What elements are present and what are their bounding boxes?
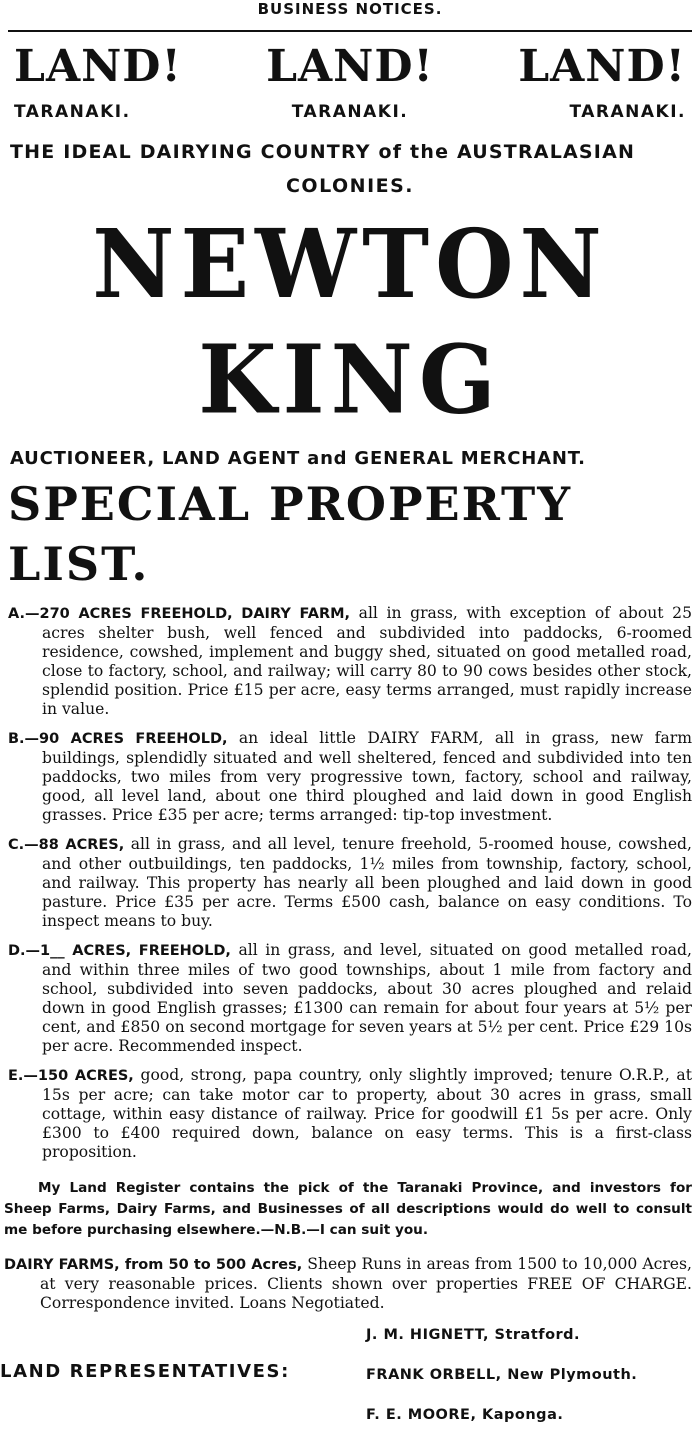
representatives-label: LAND REPRESENTATIVES: bbox=[0, 1361, 290, 1382]
list-title: SPECIAL PROPERTY LIST. bbox=[8, 477, 573, 591]
section-header: BUSINESS NOTICES. bbox=[257, 0, 443, 18]
listing-d-lead: D.—1__ ACRES, FREEHOLD, bbox=[8, 943, 231, 959]
agent-name: NEWTON KING bbox=[92, 208, 608, 436]
listing-b bbox=[0, 729, 700, 825]
land-headline-right: LAND! bbox=[518, 41, 686, 92]
listing-b-lead: B.—90 ACRES FREEHOLD, bbox=[8, 731, 228, 747]
agent-title: AUCTIONEER, LAND AGENT and GENERAL MERCHANT. bbox=[10, 448, 586, 469]
land-headline-left: LAND! bbox=[14, 41, 182, 92]
region-left: TARANAKI. bbox=[14, 102, 131, 122]
representative-orbell: FRANK ORBELL, New Plymouth. bbox=[366, 1367, 638, 1383]
ideal-tagline: THE IDEAL DAIRYING COUNTRY of the AUSTRALASIAN bbox=[10, 141, 636, 163]
listing-a-body: all in grass, with exception of about 25 acres shelter bush, well fenced and subdivided into paddocks, 6-roomed residence, cowshed, implement and buggy shed, situated on good metalled road, close to factory, school, and railway; will carry 80 to 90 cows besides other stock, splendid position. Price £15 per acre, easy terms arranged, must rapidly increase in value. bbox=[42, 604, 692, 718]
listing-c-body: all in grass, and all level, tenure freehold, 5-roomed house, cowshed, and other outbuildings, ten paddocks, 1½ miles from township, factory, school, and railway. This property has nearly all been ploughed and laid down in good pasture. Price £35 per acre. Terms £500 cash, balance on easy conditions. To inspect means to buy. bbox=[42, 835, 692, 930]
land-register-note: My Land Register contains the pick of the Taranaki Province, and investors for Sheep Farms, Dairy Farms, and Businesses of all descriptions would do well to consult me before purchasing elsewhere.—N.B.—I can suit you. bbox=[4, 1180, 692, 1238]
region-right: TARANAKI. bbox=[569, 102, 686, 122]
listing-d bbox=[0, 941, 700, 1056]
region-row bbox=[0, 92, 700, 132]
dairy-farms-lead: DAIRY FARMS, from 50 to 500 Acres, bbox=[4, 1257, 303, 1273]
ideal-tagline-cont: COLONIES. bbox=[285, 175, 415, 197]
land-headline-center: LAND! bbox=[266, 41, 434, 92]
listing-a bbox=[0, 604, 700, 719]
listing-e bbox=[0, 1066, 700, 1162]
dairy-farms-body: Sheep Runs in areas from 1500 to 10,000 Acres, at very reasonable prices. Clients shown over properties FREE OF CHARGE. Correspondence invited. Loans Negotiated. bbox=[40, 1255, 692, 1312]
listing-e-body: good, strong, papa country, only slightly improved; tenure O.R.P., at 15s per acre; can take motor car to property, about 30 acres in grass, small cottage, within easy distance of railway. Price for goodwill £1 5s per acre. Only £300 to £400 required down, balance on easy terms. This is a first-class proposition. bbox=[42, 1066, 692, 1161]
representative-moore: F. E. MOORE, Kaponga. bbox=[366, 1407, 564, 1423]
representatives-block bbox=[0, 1327, 700, 1439]
land-headline-row bbox=[0, 32, 700, 92]
listing-d-body: all in grass, and level, situated on good metalled road, and within three miles of two good townships, about 1 mile from factory and school, subdivided into seven paddocks, about 30 acres ploughed and relaid down in good English grasses; £1300 can remain for about four years at 5½ per cent, and £850 on second mortgage for seven years at 5½ per cent. Price £29 10s per acre. Recommended inspect. bbox=[42, 941, 692, 1055]
listing-e-lead: E.—150 ACRES, bbox=[8, 1068, 134, 1084]
listing-b-body: an ideal little DAIRY FARM, all in grass, new farm buildings, splendidly situated and well sheltered, fenced and subdivided into ten paddocks, two miles from very progressive town, factory, school and railway, good, all level land, about one third ploughed and laid down in good English grasses. Price £35 per acre; terms arranged: tip-top investment. bbox=[42, 729, 692, 824]
region-center: TARANAKI. bbox=[291, 102, 409, 122]
listing-c bbox=[0, 835, 700, 931]
representative-hignett: J. M. HIGNETT, Stratford. bbox=[366, 1327, 581, 1343]
listing-c-lead: C.—88 ACRES, bbox=[8, 837, 125, 853]
listing-a-lead: A.—270 ACRES FREEHOLD, DAIRY FARM, bbox=[8, 606, 351, 622]
dairy-farms-note bbox=[0, 1255, 700, 1313]
